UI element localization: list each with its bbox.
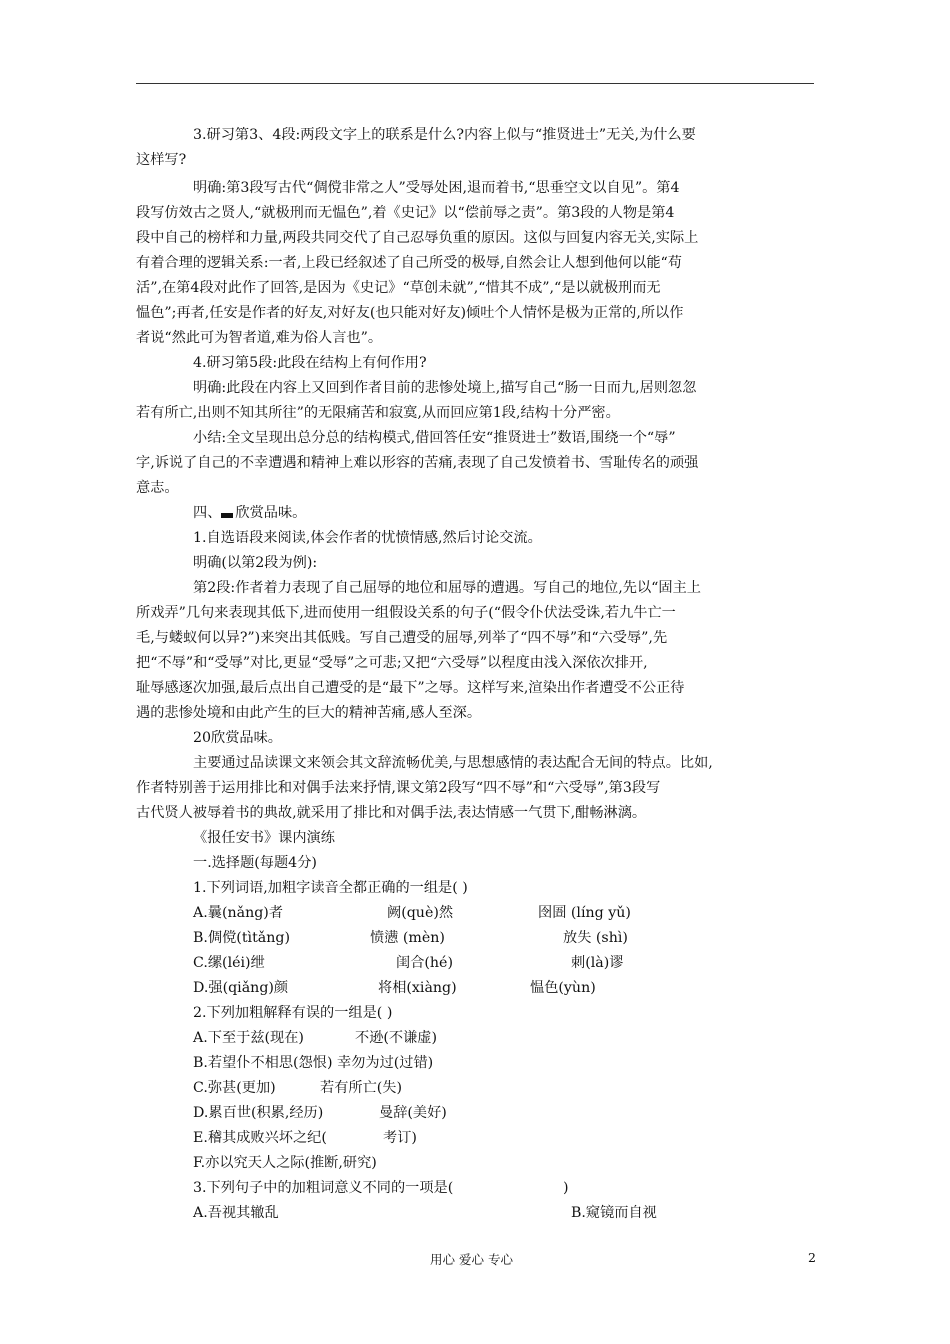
question-text: 3.下列句子中的加粗词意义不同的一项是( [193, 1180, 454, 1196]
option-b: B.窥镜而自视 [571, 1205, 657, 1221]
option-d: D.累百世(积累,经历) [193, 1105, 324, 1121]
paragraph-line: 20欣赏品味。 [193, 730, 282, 746]
underline-mark-icon [221, 513, 233, 518]
paragraph-line: 若有所亡,出则不知其所往”的无限痛苦和寂寞,从而回应第1段,结构十分严密。 [136, 405, 620, 421]
page-number: 2 [808, 1250, 816, 1265]
paragraph-line: 古代贤人被辱着书的典故,就采用了排比和对偶手法,表达情感一气贯下,酣畅淋漓。 [136, 805, 647, 821]
paragraph-line: 主要通过品读课文来领会其文辞流畅优美,与思想感情的表达配合无间的特点。比如, [193, 755, 713, 771]
paragraph-line: 字,诉说了自己的不幸遭遇和精神上难以形容的苦痛,表现了自己发愤着书、雪耻传名的顽强 [136, 455, 699, 471]
paragraph-line: 有着合理的逻辑关系:一者,上段已经叙述了自己所受的极辱,自然会让人想到他何以能“苟 [136, 255, 682, 271]
paragraph-line: 遇的悲惨处境和由此产生的巨大的精神苦痛,感人至深。 [136, 705, 482, 721]
paragraph-line: 这样写? [136, 152, 187, 168]
paragraph-line: 作者特别善于运用排比和对偶手法来抒情,课文第2段写“四不辱”和“六受辱”,第3段写 [136, 780, 661, 796]
paragraph-line: 第2段:作者着力表现了自己屈辱的地位和屈辱的遭遇。写自己的地位,先以“固主上 [193, 580, 701, 596]
section-heading [193, 503, 306, 523]
option-b-item-2: 愤懑 (mèn) [370, 930, 445, 946]
question-text: 1.下列词语,加粗字读音全都正确的一组是( ) [193, 880, 468, 896]
paragraph-line: 1.自选语段来阅读,体会作者的忧愤情感,然后讨论交流。 [193, 530, 542, 546]
option-c-gloss: 若有所亡(失) [320, 1080, 403, 1096]
option-c-item-3: 刺(là)谬 [571, 955, 624, 971]
option-c: C.弥甚(更加) [193, 1080, 276, 1096]
paragraph-line: 明确:此段在内容上又回到作者目前的悲惨处境上,描写自己“肠一日而九,居则忽忽 [193, 380, 697, 396]
paragraph-line: 把“不辱”和“受辱”对比,更显“受辱”之可悲;又把“六受辱”以程度由浅入深依次排开, [136, 655, 648, 671]
option-d-item-2: 将相(xiàng) [378, 980, 457, 996]
paragraph-line: 小结:全文呈现出总分总的结构模式,借回答任安“推贤进士”数语,围绕一个“辱” [193, 430, 676, 446]
option-e-gloss: 考订) [383, 1130, 417, 1146]
option-a-item-1: A.曩(nǎng)者 [193, 905, 284, 921]
paragraph-line: 耻辱感逐次加强,最后点出自己遭受的是“最下”之辱。这样写来,渲染出作者遭受不公正待 [136, 680, 685, 696]
paragraph-line: 明确(以第2段为例): [193, 555, 318, 571]
option-d-gloss: 曼辞(美好) [379, 1105, 447, 1121]
paragraph-line: 所戏弄”几句来表现其低下,进而使用一组假设关系的句子(“假令仆伏法受诛,若九牛亡一 [136, 605, 676, 621]
question-bracket: ) [563, 1180, 569, 1196]
paragraph-line: 段中自己的榜样和力量,两段共同交代了自己忍辱负重的原因。这似与回复内容无关,实际上 [136, 230, 699, 246]
paragraph-line: 4.研习第5段:此段在结构上有何作用? [193, 355, 427, 371]
option-a-item-3: 囹圄 (líng yǔ) [538, 905, 631, 921]
paragraph-line: 活”,在第4段对此作了回答,是因为《史记》“草创未就”,“惜其不成”,“是以就极刑而无 [136, 280, 661, 296]
option-f: F.亦以究天人之际(推断,研究) [193, 1155, 377, 1171]
option-b: B.若望仆不相思(怨恨) 幸勿为过(过错) [193, 1055, 434, 1071]
section-number: 四、 [193, 505, 222, 521]
option-b-item-1: B.倜傥(tìtǎng) [193, 930, 290, 946]
option-a-gloss: 不逊(不谦虚) [355, 1030, 438, 1046]
option-d-item-1: D.强(qiǎng)颜 [193, 980, 289, 996]
footer-text: 用心 爱心 专心 [430, 1252, 513, 1267]
option-a: A.下至于兹(现在) [193, 1030, 304, 1046]
paragraph-line: 毛,与蝼蚁何以异?”)来突出其低贱。写自己遭受的屈辱,列举了“四不辱”和“六受辱”,先 [136, 630, 668, 646]
paragraph-line: 3.研习第3、4段:两段文字上的联系是什么?内容上似与“推贤进士”无关,为什么要 [193, 127, 696, 143]
option-c-item-2: 闺合(hé) [396, 955, 453, 971]
paragraph-line: 意志。 [136, 480, 179, 496]
section-title: 欣赏品味。 [235, 505, 307, 521]
header-rule [136, 83, 814, 84]
option-a: A.吾视其辙乱 [193, 1205, 279, 1221]
question-text: 2.下列加粗解释有误的一组是( ) [193, 1005, 393, 1021]
option-e: E.稽其成败兴坏之纪( [193, 1130, 327, 1146]
exercise-title: 《报任安书》课内演练 [193, 830, 335, 846]
paragraph-line: 段写仿效古之贤人,“就极刑而无愠色”,着《史记》以“偿前辱之责”。第3段的人物是第4 [136, 205, 675, 221]
option-c-item-1: C.缧(léi)绁 [193, 955, 265, 971]
section-heading: 一.选择题(每题4分) [193, 855, 317, 871]
option-d-item-3: 愠色(yùn) [530, 980, 596, 996]
paragraph-line: 者说“然此可为智者道,难为俗人言也”。 [136, 330, 383, 346]
option-b-item-3: 放失 (shì) [563, 930, 628, 946]
paragraph-line: 愠色”;再者,任安是作者的好友,对好友(也只能对好友)倾吐个人情怀是极为正常的,所以作 [136, 305, 684, 321]
option-a-item-2: 阙(què)然 [387, 905, 454, 921]
paragraph-line: 明确:第3段写古代“倜傥非常之人”受辱处困,退而着书,“思垂空文以自见”。第4 [193, 180, 680, 196]
